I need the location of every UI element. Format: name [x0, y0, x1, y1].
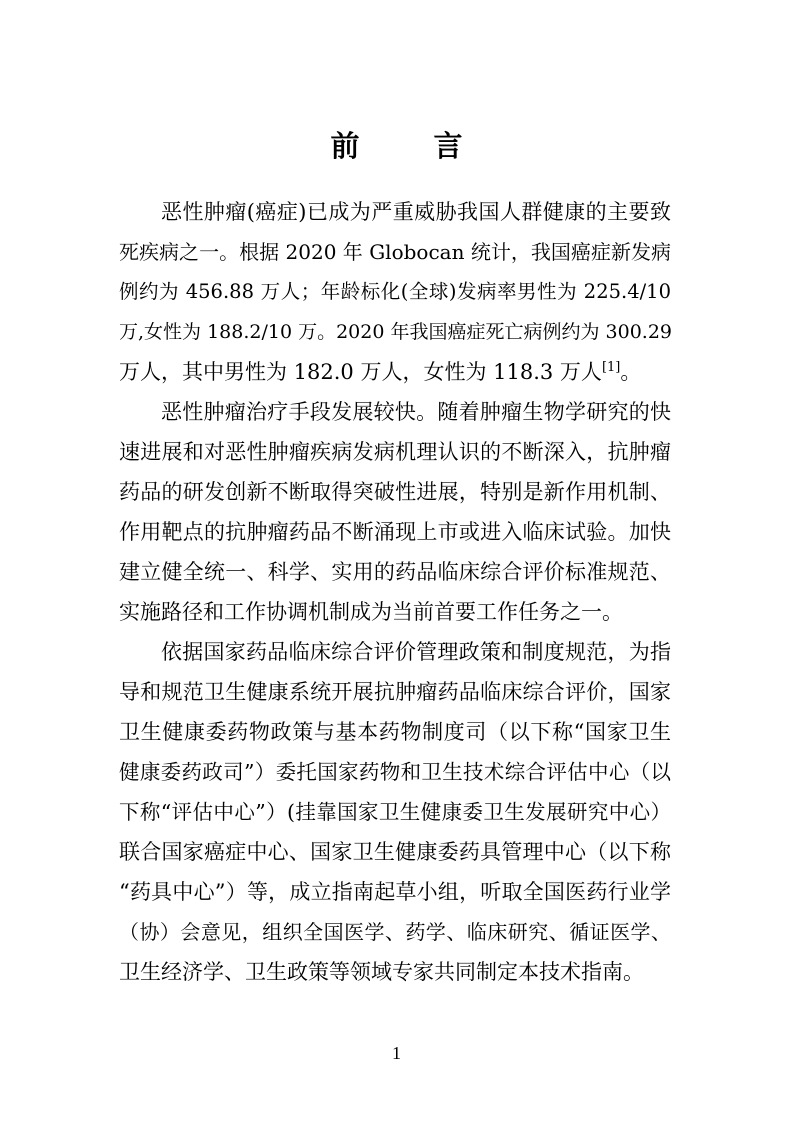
paragraph-line: 实施路径和工作协调机制成为当前首要工作任务之一。 — [119, 600, 623, 624]
paragraph-line: 例约为 456.88 万人；年龄标化(全球)发病率男性为 225.4/10 — [119, 280, 671, 303]
paragraph-line — [119, 352, 671, 392]
paragraph-line: 药品的研发创新不断取得突破性进展，特别是新作用机制、 — [119, 480, 671, 504]
body-text — [119, 192, 671, 992]
paragraph-line: 万,女性为 188.2/10 万。2020 年我国癌症死亡病例约为 300.29 — [119, 321, 673, 343]
paragraph-2 — [119, 392, 671, 632]
paragraph-line: 导和规范卫生健康系统开展抗肿瘤药品临床综合评价，国家 — [119, 680, 671, 704]
paragraph-line: 速进展和对恶性肿瘤疾病发病机理认识的不断深入，抗肿瘤 — [119, 440, 671, 464]
page-number: 1 — [392, 1043, 401, 1063]
paragraph-3 — [119, 632, 671, 992]
paragraph-line: （协）会意见，组织全国医学、药学、临床研究、循证医学、 — [119, 920, 671, 944]
paragraph-line: “药具中心”）等，成立指南起草小组，听取全国医药行业学 — [119, 880, 671, 904]
page-title: 前 言 — [330, 129, 495, 163]
paragraph-line: 恶性肿瘤(癌症)已成为严重威胁我国人群健康的主要致 — [161, 200, 671, 224]
citation-reference: [1] — [601, 360, 621, 375]
paragraph-line: 建立健全统一、科学、实用的药品临床综合评价标准规范、 — [119, 560, 671, 584]
line-text: 万人，其中男性为 182.0 万人，女性为 118.3 万人 — [119, 360, 602, 384]
sentence-end: 。 — [620, 360, 642, 384]
paragraph-line: 联合国家癌症中心、国家卫生健康委药具管理中心（以下称 — [119, 840, 671, 864]
paragraph-1 — [119, 192, 671, 392]
paragraph-line: 依据国家药品临床综合评价管理政策和制度规范，为指 — [161, 640, 671, 664]
paragraph-line: 下称“评估中心”）(挂靠国家卫生健康委卫生发展研究中心） — [119, 800, 671, 824]
paragraph-line: 卫生经济学、卫生政策等领域专家共同制定本技术指南。 — [119, 960, 644, 984]
paragraph-line: 健康委药政司”）委托国家药物和卫生技术综合评估中心（以 — [119, 760, 671, 784]
paragraph-line: 卫生健康委药物政策与基本药物制度司（以下称“国家卫生 — [119, 720, 671, 744]
paragraph-line: 死疾病之一。根据 2020 年 Globocan 统计，我国癌症新发病 — [119, 240, 671, 264]
paragraph-line: 作用靶点的抗肿瘤药品不断涌现上市或进入临床试验。加快 — [119, 520, 671, 544]
paragraph-line: 恶性肿瘤治疗手段发展较快。随着肿瘤生物学研究的快 — [161, 400, 671, 424]
